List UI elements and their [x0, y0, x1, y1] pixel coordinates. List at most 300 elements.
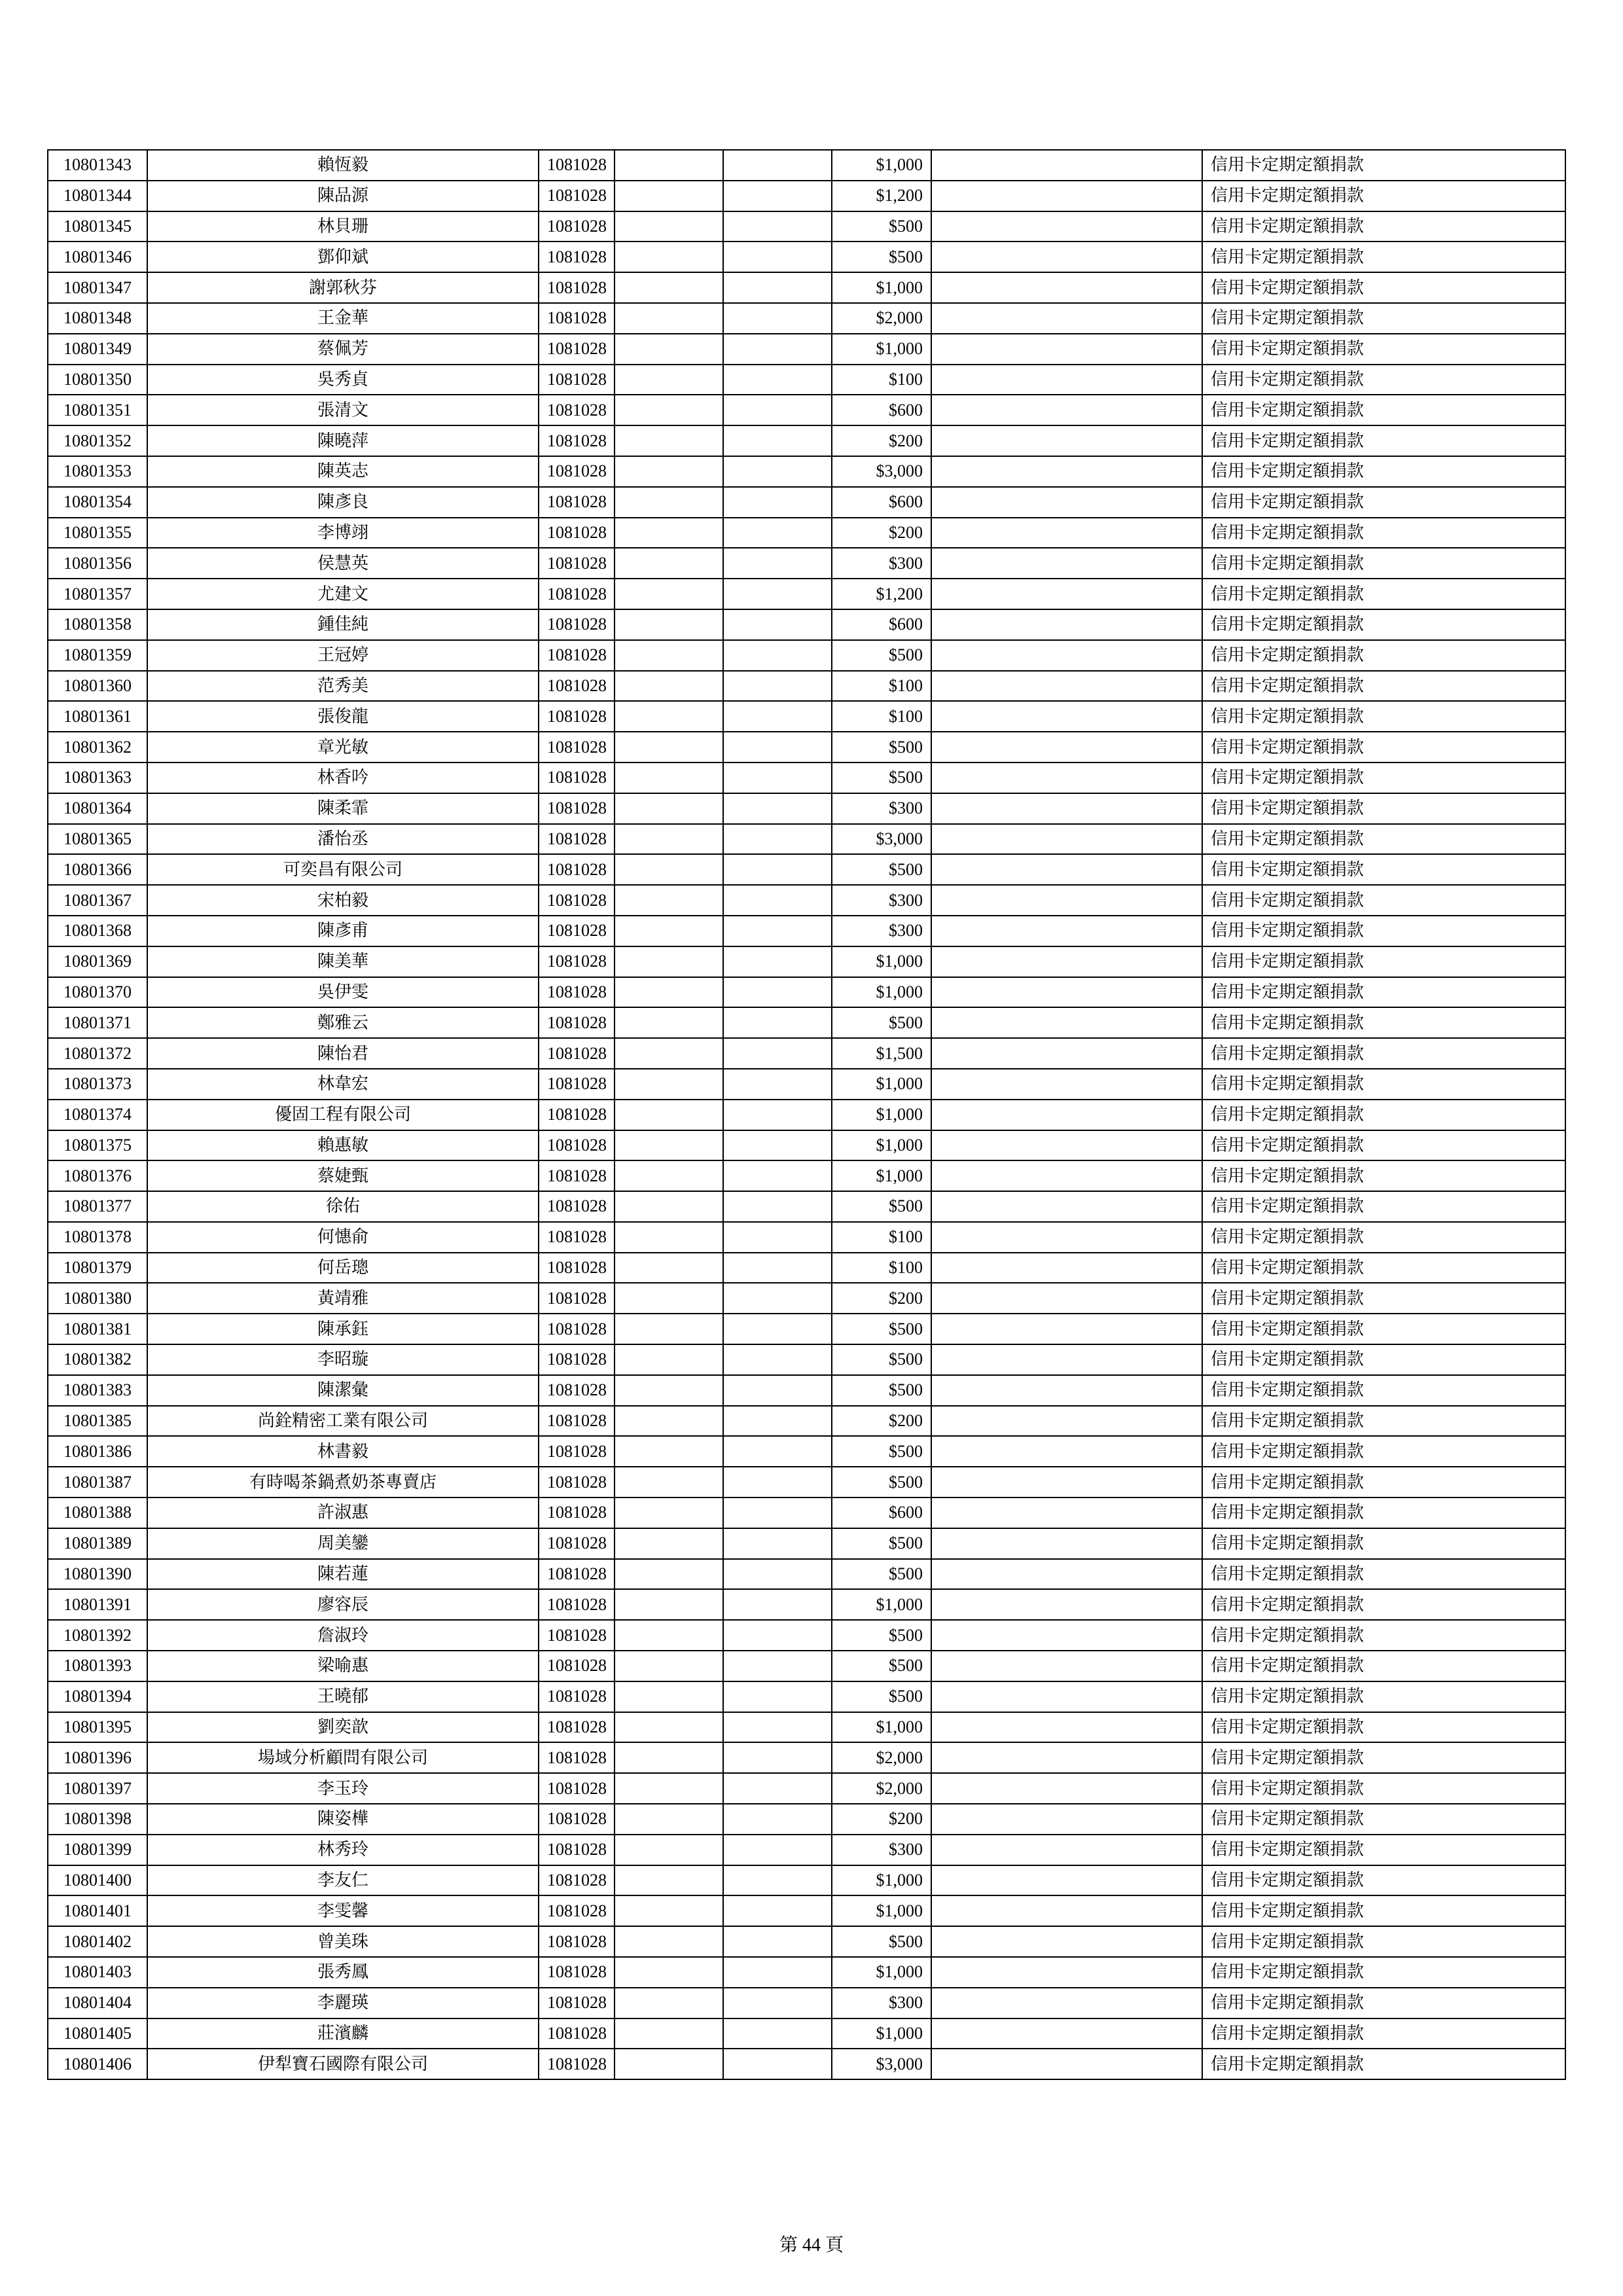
donation-date-cell: 1081028 [539, 548, 615, 579]
empty-cell [723, 1498, 832, 1528]
empty-cell [723, 2018, 832, 2049]
donor-name-cell: 陳柔霏 [147, 793, 539, 824]
donor-name-cell: 張清文 [147, 395, 539, 425]
donation-type-cell: 信用卡定期定額捐款 [1202, 334, 1565, 365]
donation-date-cell: 1081028 [539, 916, 615, 946]
donation-type-cell: 信用卡定期定額捐款 [1202, 762, 1565, 793]
empty-cell [615, 1988, 723, 2018]
empty-cell [723, 1160, 832, 1191]
donor-name-cell: 廖容辰 [147, 1589, 539, 1620]
donation-amount-cell: $200 [832, 425, 931, 456]
empty-cell [723, 1681, 832, 1712]
donation-date-cell: 1081028 [539, 640, 615, 671]
donor-name-cell: 林韋宏 [147, 1069, 539, 1100]
empty-cell [723, 425, 832, 456]
donation-amount-cell: $1,000 [832, 150, 931, 181]
empty-cell [931, 1988, 1202, 2018]
donation-type-cell: 信用卡定期定額捐款 [1202, 181, 1565, 211]
donation-date-cell: 1081028 [539, 793, 615, 824]
table-row [48, 916, 1565, 946]
donor-id-cell: 10801394 [48, 1681, 147, 1712]
empty-cell [931, 272, 1202, 303]
table-row [48, 732, 1565, 762]
empty-cell [615, 1742, 723, 1773]
donor-id-cell: 10801348 [48, 303, 147, 334]
donation-type-cell: 信用卡定期定額捐款 [1202, 395, 1565, 425]
donation-date-cell: 1081028 [539, 1926, 615, 1957]
empty-cell [615, 303, 723, 334]
donation-amount-cell: $500 [832, 854, 931, 885]
empty-cell [723, 732, 832, 762]
empty-cell [615, 762, 723, 793]
donation-date-cell: 1081028 [539, 1681, 615, 1712]
donor-id-cell: 10801366 [48, 854, 147, 885]
donor-id-cell: 10801385 [48, 1406, 147, 1437]
donation-date-cell: 1081028 [539, 671, 615, 702]
empty-cell [931, 1283, 1202, 1314]
donation-date-cell: 1081028 [539, 1988, 615, 2018]
donation-amount-cell: $1,000 [832, 1160, 931, 1191]
donation-date-cell: 1081028 [539, 456, 615, 487]
donation-amount-cell: $500 [832, 1344, 931, 1375]
empty-cell [931, 1559, 1202, 1590]
donation-amount-cell: $500 [832, 1926, 931, 1957]
table-row [48, 854, 1565, 885]
empty-cell [615, 181, 723, 211]
table-row [48, 946, 1565, 977]
donation-date-cell: 1081028 [539, 1100, 615, 1130]
empty-cell [723, 1038, 832, 1069]
donation-type-cell: 信用卡定期定額捐款 [1202, 2018, 1565, 2049]
donor-name-cell: 吳秀貞 [147, 365, 539, 395]
donor-id-cell: 10801386 [48, 1436, 147, 1467]
empty-cell [615, 548, 723, 579]
empty-cell [723, 1712, 832, 1743]
donation-date-cell: 1081028 [539, 1130, 615, 1161]
donation-date-cell: 1081028 [539, 1191, 615, 1222]
donation-type-cell: 信用卡定期定額捐款 [1202, 1773, 1565, 1804]
table-row [48, 303, 1565, 334]
donation-amount-cell: $1,200 [832, 579, 931, 609]
empty-cell [931, 1620, 1202, 1651]
empty-cell [931, 946, 1202, 977]
donation-type-cell: 信用卡定期定額捐款 [1202, 1130, 1565, 1161]
table-row [48, 1498, 1565, 1528]
donation-date-cell: 1081028 [539, 1651, 615, 1681]
donation-type-cell: 信用卡定期定額捐款 [1202, 1620, 1565, 1651]
empty-cell [931, 1681, 1202, 1712]
empty-cell [931, 1038, 1202, 1069]
empty-cell [931, 150, 1202, 181]
empty-cell [931, 1895, 1202, 1926]
table-row [48, 1651, 1565, 1681]
donation-date-cell: 1081028 [539, 303, 615, 334]
donation-date-cell: 1081028 [539, 701, 615, 732]
empty-cell [615, 1007, 723, 1038]
donation-type-cell: 信用卡定期定額捐款 [1202, 1222, 1565, 1253]
donation-date-cell: 1081028 [539, 2049, 615, 2079]
empty-cell [931, 181, 1202, 211]
table-row [48, 242, 1565, 272]
donation-amount-cell: $300 [832, 548, 931, 579]
donor-id-cell: 10801354 [48, 487, 147, 518]
empty-cell [723, 1895, 832, 1926]
donation-type-cell: 信用卡定期定額捐款 [1202, 242, 1565, 272]
table-row [48, 977, 1565, 1008]
donation-date-cell: 1081028 [539, 242, 615, 272]
empty-cell [615, 1835, 723, 1865]
donation-date-cell: 1081028 [539, 334, 615, 365]
empty-cell [723, 1375, 832, 1406]
donor-id-cell: 10801402 [48, 1926, 147, 1957]
empty-cell [931, 1160, 1202, 1191]
empty-cell [615, 1436, 723, 1467]
empty-cell [723, 518, 832, 548]
empty-cell [723, 334, 832, 365]
donation-type-cell: 信用卡定期定額捐款 [1202, 211, 1565, 242]
donation-amount-cell: $200 [832, 1804, 931, 1835]
donor-name-cell: 李友仁 [147, 1865, 539, 1896]
empty-cell [723, 1283, 832, 1314]
table-row [48, 609, 1565, 640]
donor-name-cell: 陳承鈺 [147, 1314, 539, 1344]
table-row [48, 334, 1565, 365]
empty-cell [615, 977, 723, 1008]
empty-cell [723, 1620, 832, 1651]
donor-id-cell: 10801378 [48, 1222, 147, 1253]
empty-cell [723, 1804, 832, 1835]
empty-cell [723, 1344, 832, 1375]
empty-cell [615, 2018, 723, 2049]
donation-type-cell: 信用卡定期定額捐款 [1202, 1253, 1565, 1283]
donation-type-cell: 信用卡定期定額捐款 [1202, 1804, 1565, 1835]
empty-cell [723, 977, 832, 1008]
empty-cell [931, 2049, 1202, 2079]
empty-cell [615, 824, 723, 855]
empty-cell [615, 671, 723, 702]
empty-cell [931, 211, 1202, 242]
empty-cell [931, 1804, 1202, 1835]
empty-cell [615, 1528, 723, 1559]
empty-cell [723, 1957, 832, 1988]
empty-cell [615, 272, 723, 303]
empty-cell [723, 824, 832, 855]
table-row [48, 1835, 1565, 1865]
donation-amount-cell: $1,000 [832, 1130, 931, 1161]
donation-amount-cell: $600 [832, 609, 931, 640]
empty-cell [931, 487, 1202, 518]
donor-name-cell: 莊濱麟 [147, 2018, 539, 2049]
donor-name-cell: 李昭璇 [147, 1344, 539, 1375]
donor-name-cell: 許淑惠 [147, 1498, 539, 1528]
empty-cell [615, 1895, 723, 1926]
table-row [48, 365, 1565, 395]
donor-id-cell: 10801370 [48, 977, 147, 1008]
table-row [48, 1804, 1565, 1835]
page-number: 第 44 頁 [779, 2235, 844, 2255]
donor-id-cell: 10801376 [48, 1160, 147, 1191]
donor-id-cell: 10801383 [48, 1375, 147, 1406]
donation-date-cell: 1081028 [539, 885, 615, 916]
donor-id-cell: 10801396 [48, 1742, 147, 1773]
empty-cell [615, 885, 723, 916]
donation-amount-cell: $200 [832, 1283, 931, 1314]
donor-id-cell: 10801356 [48, 548, 147, 579]
empty-cell [931, 1222, 1202, 1253]
table-row [48, 1253, 1565, 1283]
donation-date-cell: 1081028 [539, 1804, 615, 1835]
empty-cell [931, 334, 1202, 365]
donation-amount-cell: $100 [832, 671, 931, 702]
donation-type-cell: 信用卡定期定額捐款 [1202, 425, 1565, 456]
empty-cell [615, 1467, 723, 1498]
empty-cell [723, 671, 832, 702]
table-row [48, 1528, 1565, 1559]
empty-cell [615, 1160, 723, 1191]
donation-type-cell: 信用卡定期定額捐款 [1202, 1681, 1565, 1712]
donation-date-cell: 1081028 [539, 1007, 615, 1038]
empty-cell [931, 854, 1202, 885]
donor-id-cell: 10801405 [48, 2018, 147, 2049]
donation-amount-cell: $500 [832, 1467, 931, 1498]
donor-name-cell: 詹淑玲 [147, 1620, 539, 1651]
empty-cell [931, 1926, 1202, 1957]
donation-amount-cell: $1,000 [832, 977, 931, 1008]
donation-date-cell: 1081028 [539, 1283, 615, 1314]
donation-date-cell: 1081028 [539, 762, 615, 793]
donation-table-body [48, 150, 1565, 2079]
donation-amount-cell: $500 [832, 1191, 931, 1222]
table-row [48, 824, 1565, 855]
donor-name-cell: 周美鑾 [147, 1528, 539, 1559]
donation-type-cell: 信用卡定期定額捐款 [1202, 303, 1565, 334]
empty-cell [723, 456, 832, 487]
donation-date-cell: 1081028 [539, 609, 615, 640]
donor-name-cell: 蔡佩芳 [147, 334, 539, 365]
table-row [48, 1344, 1565, 1375]
table-row [48, 762, 1565, 793]
donation-date-cell: 1081028 [539, 1375, 615, 1406]
donation-amount-cell: $200 [832, 1406, 931, 1437]
donor-id-cell: 10801343 [48, 150, 147, 181]
empty-cell [723, 395, 832, 425]
table-row [48, 1160, 1565, 1191]
empty-cell [931, 548, 1202, 579]
table-row [48, 1406, 1565, 1437]
empty-cell [723, 1926, 832, 1957]
donor-name-cell: 林書毅 [147, 1436, 539, 1467]
empty-cell [723, 211, 832, 242]
donation-type-cell: 信用卡定期定額捐款 [1202, 579, 1565, 609]
empty-cell [931, 701, 1202, 732]
donation-date-cell: 1081028 [539, 1620, 615, 1651]
donor-id-cell: 10801346 [48, 242, 147, 272]
empty-cell [931, 1100, 1202, 1130]
empty-cell [723, 946, 832, 977]
donor-id-cell: 10801347 [48, 272, 147, 303]
donation-amount-cell: $500 [832, 640, 931, 671]
empty-cell [723, 1191, 832, 1222]
empty-cell [931, 1375, 1202, 1406]
donation-type-cell: 信用卡定期定額捐款 [1202, 1069, 1565, 1100]
donor-name-cell: 場域分析顧問有限公司 [147, 1742, 539, 1773]
empty-cell [931, 579, 1202, 609]
empty-cell [931, 1528, 1202, 1559]
empty-cell [723, 487, 832, 518]
donor-id-cell: 10801403 [48, 1957, 147, 1988]
donation-amount-cell: $100 [832, 701, 931, 732]
empty-cell [615, 1957, 723, 1988]
donation-amount-cell: $3,000 [832, 824, 931, 855]
donation-type-cell: 信用卡定期定額捐款 [1202, 1926, 1565, 1957]
empty-cell [615, 1651, 723, 1681]
donation-type-cell: 信用卡定期定額捐款 [1202, 1038, 1565, 1069]
donor-name-cell: 曾美珠 [147, 1926, 539, 1957]
donor-name-cell: 鄧仰斌 [147, 242, 539, 272]
donor-id-cell: 10801392 [48, 1620, 147, 1651]
donor-name-cell: 何岳璁 [147, 1253, 539, 1283]
donation-amount-cell: $500 [832, 1559, 931, 1590]
empty-cell [615, 701, 723, 732]
donation-date-cell: 1081028 [539, 1712, 615, 1743]
empty-cell [931, 303, 1202, 334]
donor-name-cell: 林秀玲 [147, 1835, 539, 1865]
donation-date-cell: 1081028 [539, 1528, 615, 1559]
donation-date-cell: 1081028 [539, 977, 615, 1008]
donor-id-cell: 10801382 [48, 1344, 147, 1375]
donor-id-cell: 10801358 [48, 609, 147, 640]
empty-cell [931, 916, 1202, 946]
donation-type-cell: 信用卡定期定額捐款 [1202, 1895, 1565, 1926]
donor-id-cell: 10801387 [48, 1467, 147, 1498]
donation-table [47, 149, 1566, 2080]
empty-cell [615, 211, 723, 242]
empty-cell [723, 1865, 832, 1896]
donation-date-cell: 1081028 [539, 824, 615, 855]
donation-type-cell: 信用卡定期定額捐款 [1202, 1712, 1565, 1743]
donation-amount-cell: $500 [832, 1007, 931, 1038]
donation-amount-cell: $500 [832, 1620, 931, 1651]
empty-cell [615, 1804, 723, 1835]
empty-cell [931, 1253, 1202, 1283]
table-row [48, 1865, 1565, 1896]
empty-cell [931, 518, 1202, 548]
donor-name-cell: 潘怡丞 [147, 824, 539, 855]
donation-date-cell: 1081028 [539, 854, 615, 885]
donation-amount-cell: $1,000 [832, 946, 931, 977]
donor-id-cell: 10801344 [48, 181, 147, 211]
table-row [48, 1314, 1565, 1344]
table-row [48, 425, 1565, 456]
donor-id-cell: 10801351 [48, 395, 147, 425]
donation-type-cell: 信用卡定期定額捐款 [1202, 150, 1565, 181]
donation-type-cell: 信用卡定期定額捐款 [1202, 1467, 1565, 1498]
donor-name-cell: 徐佑 [147, 1191, 539, 1222]
donation-amount-cell: $1,000 [832, 272, 931, 303]
empty-cell [723, 701, 832, 732]
donor-id-cell: 10801406 [48, 2049, 147, 2079]
empty-cell [931, 885, 1202, 916]
donor-name-cell: 劉奕歆 [147, 1712, 539, 1743]
donor-name-cell: 陳曉萍 [147, 425, 539, 456]
empty-cell [615, 1130, 723, 1161]
empty-cell [723, 1069, 832, 1100]
donation-amount-cell: $3,000 [832, 2049, 931, 2079]
donor-id-cell: 10801361 [48, 701, 147, 732]
donor-id-cell: 10801357 [48, 579, 147, 609]
donor-name-cell: 吳伊雯 [147, 977, 539, 1008]
empty-cell [615, 1926, 723, 1957]
donation-type-cell: 信用卡定期定額捐款 [1202, 1344, 1565, 1375]
empty-cell [615, 487, 723, 518]
table-row [48, 1007, 1565, 1038]
donor-name-cell: 鄭雅云 [147, 1007, 539, 1038]
empty-cell [615, 793, 723, 824]
donation-date-cell: 1081028 [539, 1314, 615, 1344]
table-row [48, 1283, 1565, 1314]
donor-name-cell: 陳品源 [147, 181, 539, 211]
donation-amount-cell: $100 [832, 365, 931, 395]
empty-cell [723, 1773, 832, 1804]
donation-date-cell: 1081028 [539, 272, 615, 303]
table-row [48, 1222, 1565, 1253]
donation-date-cell: 1081028 [539, 1559, 615, 1590]
donation-date-cell: 1081028 [539, 2018, 615, 2049]
donation-amount-cell: $1,200 [832, 181, 931, 211]
donation-amount-cell: $500 [832, 1314, 931, 1344]
table-row [48, 1559, 1565, 1590]
donor-name-cell: 賴恆毅 [147, 150, 539, 181]
empty-cell [615, 2049, 723, 2079]
donation-date-cell: 1081028 [539, 1835, 615, 1865]
donation-type-cell: 信用卡定期定額捐款 [1202, 1007, 1565, 1038]
empty-cell [931, 456, 1202, 487]
donation-amount-cell: $600 [832, 1498, 931, 1528]
donation-type-cell: 信用卡定期定額捐款 [1202, 640, 1565, 671]
empty-cell [723, 762, 832, 793]
donor-name-cell: 陳彥良 [147, 487, 539, 518]
donation-date-cell: 1081028 [539, 425, 615, 456]
donor-id-cell: 10801391 [48, 1589, 147, 1620]
donation-amount-cell: $300 [832, 793, 931, 824]
donation-date-cell: 1081028 [539, 1895, 615, 1926]
donation-type-cell: 信用卡定期定額捐款 [1202, 1100, 1565, 1130]
donation-type-cell: 信用卡定期定額捐款 [1202, 1835, 1565, 1865]
donor-name-cell: 陳怡君 [147, 1038, 539, 1069]
donor-name-cell: 李麗瑛 [147, 1988, 539, 2018]
empty-cell [723, 1222, 832, 1253]
empty-cell [931, 395, 1202, 425]
donor-name-cell: 陳彥甫 [147, 916, 539, 946]
donation-amount-cell: $2,000 [832, 303, 931, 334]
donor-name-cell: 伊犁寶石國際有限公司 [147, 2049, 539, 2079]
donation-date-cell: 1081028 [539, 1253, 615, 1283]
table-row [48, 1988, 1565, 2018]
table-row [48, 456, 1565, 487]
empty-cell [723, 1100, 832, 1130]
table-row [48, 518, 1565, 548]
empty-cell [615, 1406, 723, 1437]
table-row [48, 1375, 1565, 1406]
donation-date-cell: 1081028 [539, 732, 615, 762]
donor-name-cell: 李雯馨 [147, 1895, 539, 1926]
donation-amount-cell: $300 [832, 916, 931, 946]
donor-id-cell: 10801369 [48, 946, 147, 977]
table-row [48, 487, 1565, 518]
empty-cell [723, 1130, 832, 1161]
empty-cell [931, 1651, 1202, 1681]
donation-amount-cell: $500 [832, 1681, 931, 1712]
